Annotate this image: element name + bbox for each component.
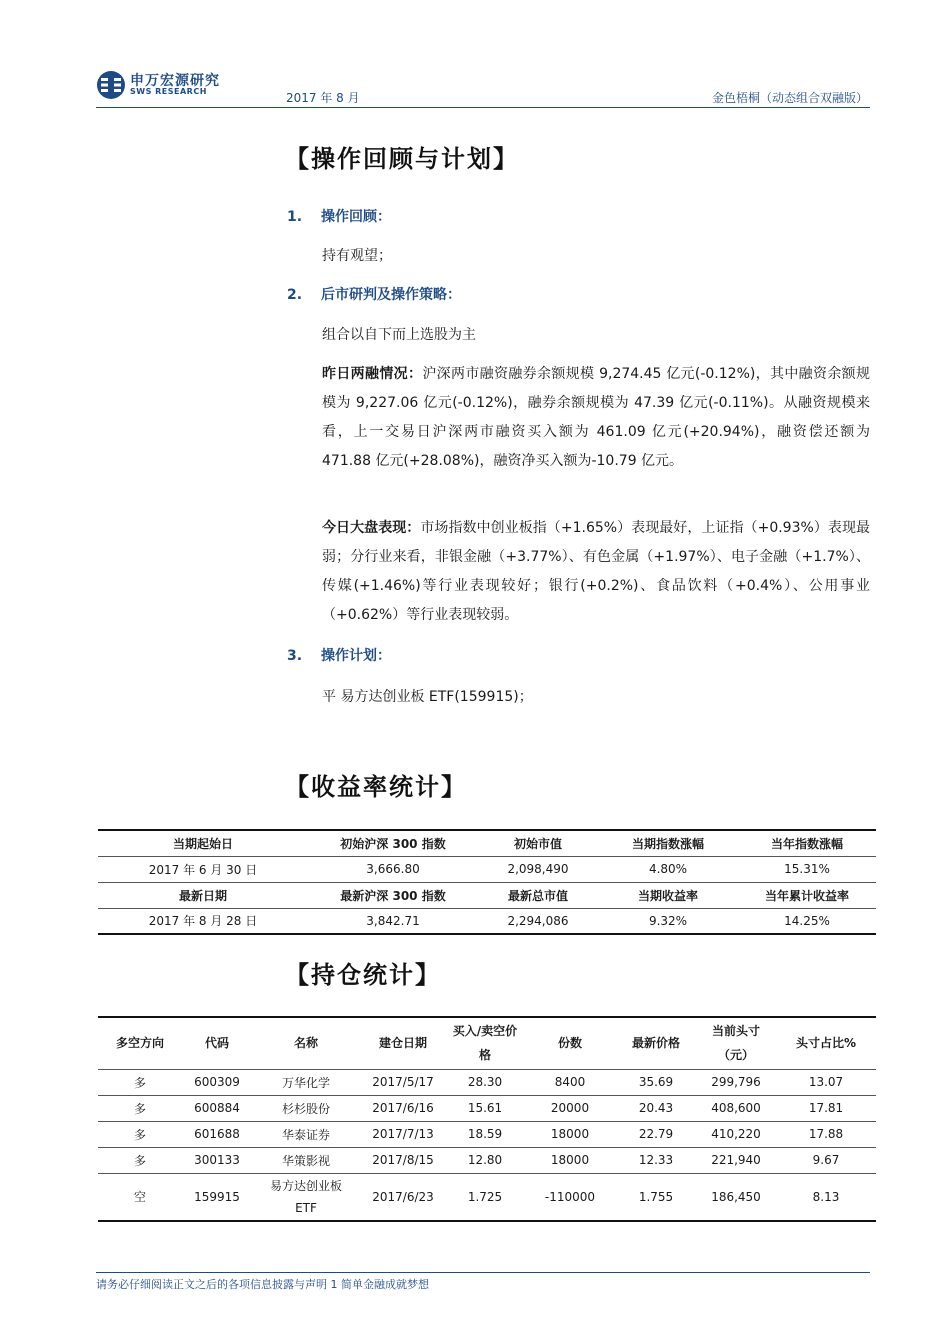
table-cell: 4.80% (598, 856, 738, 882)
footer-disclaimer: 请务必仔细阅读正文之后的各项信息披露与声明 1 简单金融成就梦想 (96, 1278, 429, 1291)
table-cell: 2017/6/23 (360, 1173, 446, 1221)
table-cell: 15.61 (446, 1095, 524, 1121)
table-header-cell: 买入/卖空价格 (452, 1024, 518, 1063)
table-cell: 初始市值 (513, 836, 562, 851)
margin-trading-paragraph (322, 360, 870, 476)
table-cell: 当年累计收益率 (738, 882, 876, 908)
positions-table (98, 1016, 876, 1222)
table-cell: 18.59 (446, 1121, 524, 1147)
table-cell: 2017/8/15 (360, 1147, 446, 1173)
logo-text-cn: 申万宏源研究 (130, 73, 220, 89)
table-row (98, 1147, 876, 1173)
table-cell: 186,450 (696, 1173, 776, 1221)
table-cell: 13.07 (776, 1069, 876, 1095)
logo-icon (96, 70, 126, 100)
section-title-returns: 【收益率统计】 (285, 773, 467, 801)
table-cell: 2,098,490 (478, 856, 598, 882)
table-cell: 当期收益率 (598, 882, 738, 908)
table-cell: 221,940 (696, 1147, 776, 1173)
table-cell: 最新总市值 (478, 882, 598, 908)
list-label: 操作回顾： (321, 209, 391, 225)
table-cell: -110000 (524, 1173, 616, 1221)
table-header-cell: 头寸占比% (795, 1036, 857, 1051)
table-cell: 408,600 (696, 1095, 776, 1121)
section-title-positions: 【持仓统计】 (285, 961, 441, 989)
table-cell: 12.33 (616, 1147, 696, 1173)
table-cell: 2017 年 8 月 28 日 (98, 908, 308, 934)
table-cell: 600309 (182, 1069, 252, 1095)
table-header-row (98, 882, 876, 908)
table-cell: 22.79 (616, 1121, 696, 1147)
list-item-review (287, 206, 391, 226)
list-label: 操作计划： (321, 648, 391, 664)
table-cell: 9.67 (776, 1147, 876, 1173)
footer-divider (96, 1272, 870, 1273)
table-cell: 最新日期 (98, 882, 308, 908)
table-cell: 300133 (182, 1147, 252, 1173)
table-cell: 2017/5/17 (360, 1069, 446, 1095)
table-cell: 8400 (524, 1069, 616, 1095)
margin-text: 沪深两市融资融券余额规模 9,274.45 亿元(-0.12%)，其中融资余额规模为 9,227.06 亿元(-0.12%)，融券余额规模为 47.39 亿元(-0.11%)。从融资规模来看，上一交易日沪深两市融资买入额为 461.09 亿元(+20.94%)，融资偿还额为 471.88 亿元(+28.08%)，融资净买入额为-10.79 亿元。 (322, 366, 870, 469)
table-cell: 9.32% (598, 908, 738, 934)
table-header-cell: 当前头寸（元） (711, 1024, 760, 1063)
table-cell: 17.88 (776, 1121, 876, 1147)
section-title-operations: 【操作回顾与计划】 (285, 145, 519, 173)
table-row (98, 1121, 876, 1147)
table-header-cell: 名称 (293, 1036, 318, 1051)
table-header-cell: 最新价格 (631, 1036, 680, 1051)
table-cell: 1.755 (616, 1173, 696, 1221)
table-header-row (98, 830, 876, 856)
table-cell: 华泰证券 (252, 1121, 360, 1147)
list-label: 后市研判及操作策略： (321, 287, 461, 303)
table-cell: 18000 (524, 1121, 616, 1147)
table-cell: 35.69 (616, 1069, 696, 1095)
table-cell: 万华化学 (252, 1069, 360, 1095)
table-cell: 当期指数涨幅 (631, 836, 704, 851)
table-cell: 2017/7/13 (360, 1121, 446, 1147)
table-cell: 8.13 (776, 1173, 876, 1221)
table-row (98, 1173, 876, 1221)
market-text: 市场指数中创业板指（+1.65%）表现最好，上证指（+0.93%）表现最弱；分行业来看，非银金融（+3.77%）、有色金属（+1.97%）、电子金融（+1.7%）、传媒(+1.46%)等行业表现较好；银行(+0.2%)、食品饮料（+0.4%）、公用事业（+0.62%）等行业表现较弱。 (322, 520, 871, 623)
table-cell: 空 (98, 1173, 182, 1221)
table-header-row (98, 1017, 876, 1069)
list-item-strategy (287, 284, 461, 304)
table-header-cell: 建仓日期 (378, 1036, 427, 1051)
review-text: 持有观望； (322, 248, 392, 264)
table-cell: 2,294,086 (478, 908, 598, 934)
market-label: 今日大盘表现： (322, 520, 421, 536)
table-row (98, 908, 876, 934)
table-cell: 多 (98, 1069, 182, 1095)
table-cell: 当年指数涨幅 (770, 836, 843, 851)
table-cell: 易方达创业板ETF (252, 1173, 360, 1221)
table-cell: 600884 (182, 1095, 252, 1121)
table-row (98, 1069, 876, 1095)
table-cell: 3,842.71 (308, 908, 478, 934)
list-number: 1. (287, 209, 303, 225)
table-cell: 410,220 (696, 1121, 776, 1147)
table-cell: 3,666.80 (308, 856, 478, 882)
table-cell: 12.80 (446, 1147, 524, 1173)
table-cell: 601688 (182, 1121, 252, 1147)
margin-label: 昨日两融情况： (322, 366, 423, 382)
plan-text: 平 易方达创业板 ETF(159915)； (322, 689, 533, 705)
table-cell: 159915 (182, 1173, 252, 1221)
table-cell: 多 (98, 1121, 182, 1147)
table-cell: 17.81 (776, 1095, 876, 1121)
table-row (98, 856, 876, 882)
table-cell: 1.725 (446, 1173, 524, 1221)
strategy-text: 组合以自下而上选股为主 (322, 327, 476, 343)
table-cell: 15.31% (738, 856, 876, 882)
table-header-cell: 份数 (557, 1036, 582, 1051)
table-cell: 20000 (524, 1095, 616, 1121)
table-cell: 20.43 (616, 1095, 696, 1121)
logo-text-en: SWS RESEARCH (130, 87, 207, 96)
table-cell: 18000 (524, 1147, 616, 1173)
returns-table (98, 829, 876, 935)
table-cell: 多 (98, 1095, 182, 1121)
table-cell: 28.30 (446, 1069, 524, 1095)
table-cell: 299,796 (696, 1069, 776, 1095)
table-cell: 最新沪深 300 指数 (308, 882, 478, 908)
list-item-plan (287, 645, 391, 665)
table-cell: 华策影视 (252, 1147, 360, 1173)
table-cell: 14.25% (738, 908, 876, 934)
header-report-title: 金色梧桐（动态组合双融版） (711, 91, 868, 105)
table-cell: 杉杉股份 (252, 1095, 360, 1121)
table-header-cell: 代码 (204, 1036, 229, 1051)
table-cell: 当期起始日 (172, 836, 233, 851)
table-cell: 多 (98, 1147, 182, 1173)
table-cell: 初始沪深 300 指数 (340, 836, 446, 851)
table-row (98, 1095, 876, 1121)
header-date: 2017 年 8 月 (286, 91, 360, 105)
list-number: 2. (287, 287, 303, 303)
market-performance-paragraph (322, 514, 870, 630)
table-header-cell: 多空方向 (115, 1036, 164, 1051)
list-number: 3. (287, 648, 303, 664)
header-divider (96, 107, 870, 108)
table-cell: 2017/6/16 (360, 1095, 446, 1121)
table-cell: 2017 年 6 月 30 日 (98, 856, 308, 882)
company-logo (96, 70, 236, 100)
